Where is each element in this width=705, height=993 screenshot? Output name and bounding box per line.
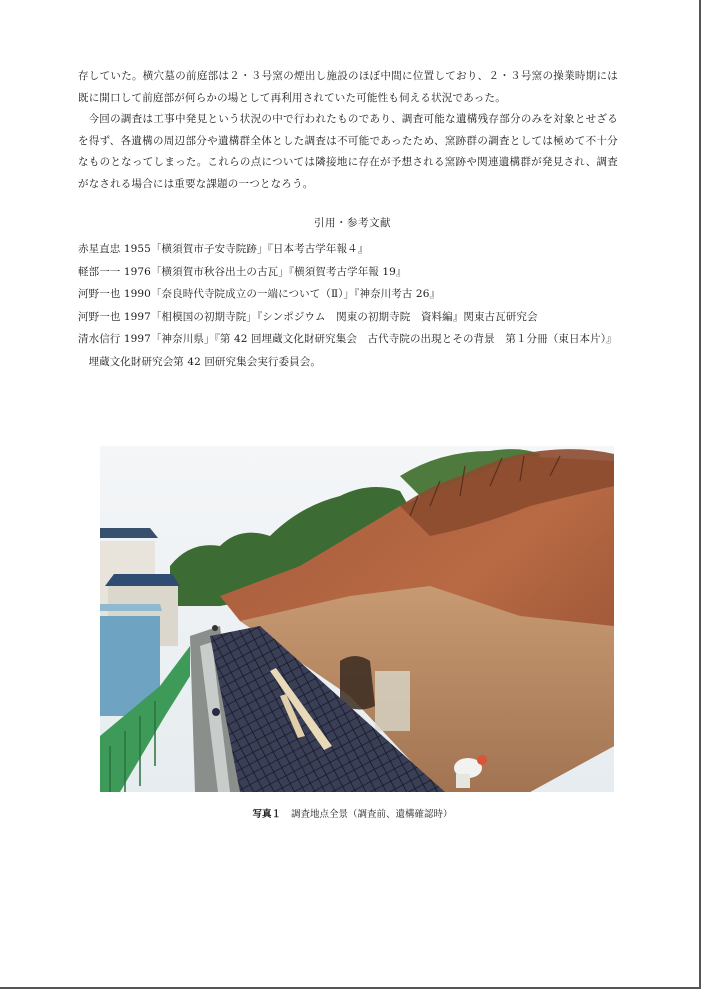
reference-item-continuation: 埋蔵文化財研究会第 42 回研究集会実行委員会。 [88,355,321,368]
reference-item: 河野一也 1997「相模国の初期寺院」『シンポジウム 関東の初期寺院 資料編』関東古瓦研究会 [78,310,538,323]
photo-caption-text: 調査地点全景（調査前、遺構確認時） [291,809,453,820]
photo-caption-label: 写真１ [252,809,281,820]
reference-item: 赤星直忠 1955「横須賀市子安寺院跡」『日本考古学年報４』 [78,243,369,255]
references-list [78,238,638,374]
reference-item: 河野一也 1990「奈良時代寺院成立の一端について（Ⅱ）」『神奈川考古 26』 [78,288,441,301]
body-text [78,66,618,195]
reference-item: 軽部一一 1976「横須賀市秋谷出土の古瓦」『横須賀考古学年報 19』 [78,265,407,278]
excavation-site-photo [100,446,614,792]
paragraph-1: 存していた。横穴墓の前庭部は２・３号窯の煙出し施設のほぼ中間に位置しており、２・３号窯の操業時期には既に開口して前庭部が何らかの場として再利用されていた可能性も伺える状況であった。 [78,70,618,104]
photo-caption [0,808,705,822]
references-heading: 引用・参考文献 [314,217,391,229]
reference-item: 清水信行 1997「神奈川県」『第 42 回埋蔵文化財研究集会 古代寺院の出現とその背景 第１分冊（東日本片）』 [78,333,617,346]
paragraph-2: 今回の調査は工事中発見という状況の中で行われたものであり、調査可能な遺構残存部分のみを対象とせざるを得ず、各遺構の周辺部分や遺構群全体とした調査は不可能であったため、窯跡群の調査としては極めて不十分なものとなってしまった。これらの点については隣接地に存在が予想される窯跡や関連遺構群が発見され、調査がなされる場合には重要な課題の一つとなろう。 [78,113,618,190]
